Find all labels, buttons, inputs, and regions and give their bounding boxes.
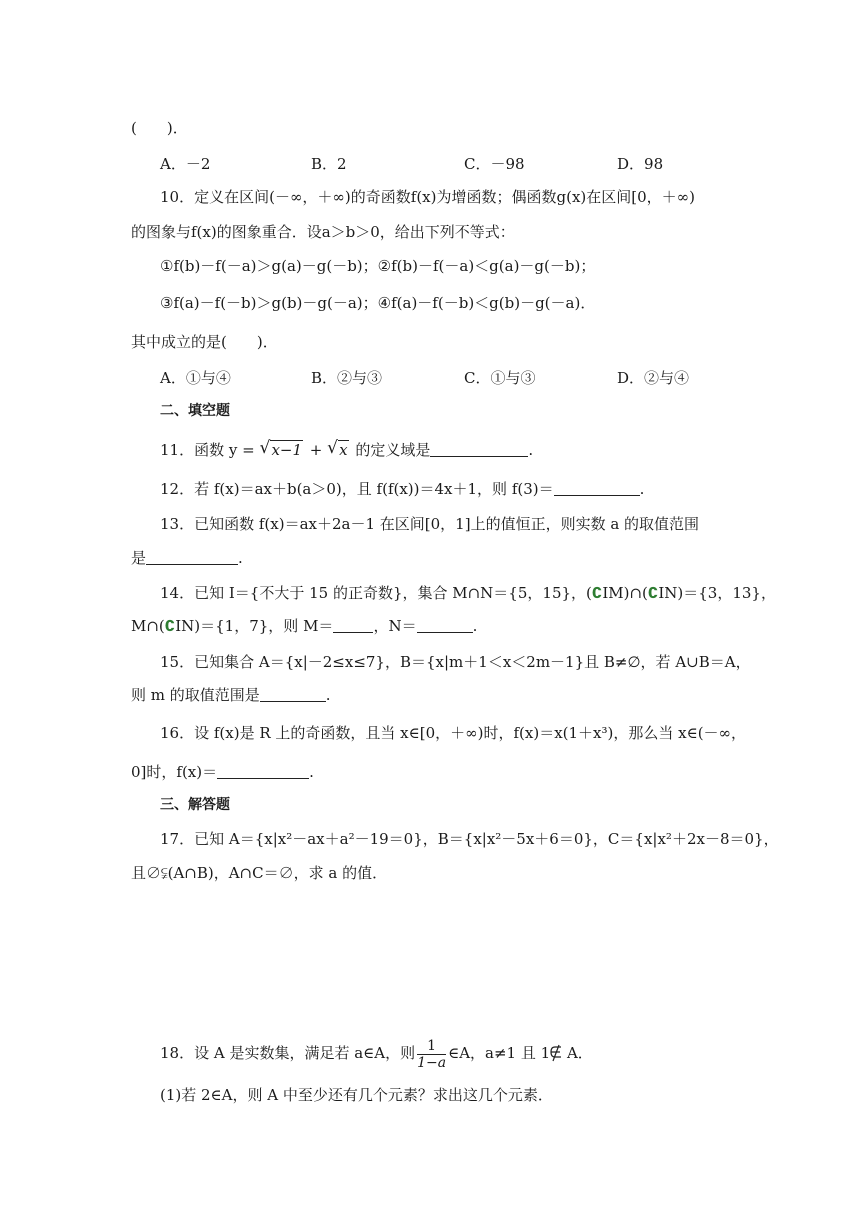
sqrt-x: √ x bbox=[327, 438, 348, 459]
q12-period: . bbox=[639, 480, 645, 498]
q13-line2 bbox=[131, 548, 243, 568]
q10-option-a: A．①与④ bbox=[160, 369, 231, 387]
q10-option-b: B．②与③ bbox=[311, 369, 383, 387]
q13-period: . bbox=[238, 549, 243, 567]
q9-option-c: C．－98 bbox=[464, 155, 525, 173]
q13-line2-prefix: 是 bbox=[131, 549, 147, 567]
q15-line1: 15．已知集合 A＝{x|－2≤x≤7}，B＝{x|m＋1＜x＜2m－1}且 B≠∅，若 A∪B＝A， bbox=[160, 653, 751, 671]
q14-line1-a: 14．已知 I＝{不大于 15 的正奇数}，集合 M∩N＝{5，15}，( bbox=[160, 584, 592, 602]
q14-line2-b: IN)＝{1，7}，则 M＝ bbox=[175, 617, 334, 635]
q14-line1 bbox=[160, 583, 776, 603]
q14-line2 bbox=[131, 616, 477, 636]
q9-tail: ( )． bbox=[131, 119, 188, 137]
q10-ineq-3-4: ③f(a)－f(－b)＞g(b)－g(－a)；④f(a)－f(－b)＜g(b)－g(－a)． bbox=[160, 294, 596, 312]
q15-answer-blank[interactable] bbox=[260, 685, 326, 702]
q11-suffix: 的定义域是 bbox=[350, 441, 431, 459]
q11-answer-blank[interactable] bbox=[430, 440, 528, 457]
section-heading-fill-in: 二、填空题 bbox=[160, 403, 230, 419]
q13-line1: 13．已知函数 f(x)＝ax＋2a－1 在区间[0，1]上的值恒正，则实数 a 的取值范围 bbox=[160, 515, 700, 533]
fraction-1-over-1-minus-a: $\frac{1}{1-a}$ bbox=[417, 1037, 447, 1071]
q12-text: 12．若 f(x)＝ax＋b(a＞0)，且 f(f(x))＝4x＋1，则 f(3)＝ bbox=[160, 480, 554, 498]
q17-line1: 17．已知 A＝{x|x²－ax＋a²－19＝0}，B＝{x|x²－5x＋6＝0}，C＝{x|x²＋2x－8＝0}， bbox=[160, 830, 779, 848]
q9-option-b: B．2 bbox=[311, 155, 347, 173]
plus-sign: + bbox=[305, 441, 328, 459]
not-element-of-icon bbox=[550, 1044, 562, 1062]
q12-answer-blank[interactable] bbox=[554, 479, 640, 496]
q10-option-d: D．②与④ bbox=[617, 369, 690, 387]
q16-line1: 16．设 f(x)是 R 上的奇函数，且当 x∈[0，＋∞)时，f(x)＝x(1＋x³)，那么当 x∈(－∞， bbox=[160, 724, 747, 742]
q15-line2-prefix: 则 m 的取值范围是 bbox=[131, 686, 260, 704]
q11 bbox=[160, 440, 533, 460]
section-heading-solve: 三、解答题 bbox=[160, 797, 230, 813]
q10-line2: 的图象与f(x)的图象重合．设a＞b＞0，给出下列不等式： bbox=[131, 223, 515, 241]
q14-period: . bbox=[472, 617, 478, 635]
q14-line2-c: ，N＝ bbox=[373, 617, 417, 635]
q17-line2: 且∅⫋(A∩B)，A∩C＝∅，求 a 的值． bbox=[131, 864, 388, 882]
q18-suffix: A． bbox=[562, 1044, 593, 1062]
q14-line1-b: IM)∩( bbox=[602, 584, 648, 602]
complement-symbol: ∁ bbox=[647, 584, 659, 602]
q9-option-d: D．98 bbox=[617, 155, 664, 173]
q10-ineq-1-2: ①f(b)－f(－a)＞g(a)－g(－b)；②f(b)－f(－a)＜g(a)－g(－b)； bbox=[160, 257, 596, 275]
q10-line5: 其中成立的是( )． bbox=[131, 333, 278, 351]
q16-line2-prefix: 0]时，f(x)＝ bbox=[131, 763, 218, 781]
sqrt-x-minus-1: √ x−1 bbox=[259, 438, 303, 459]
complement-symbol: ∁ bbox=[591, 584, 603, 602]
complement-symbol: ∁ bbox=[164, 617, 176, 635]
q9-option-a: A．－2 bbox=[160, 155, 211, 173]
q18-sub1: (1)若 2∈A，则 A 中至少还有几个元素？求出这几个元素． bbox=[160, 1086, 553, 1104]
q11-prefix: 11．函数 y = bbox=[160, 441, 260, 459]
q14-line2-a: M∩( bbox=[131, 617, 165, 635]
q14-m-blank[interactable] bbox=[333, 616, 373, 633]
q14-n-blank[interactable] bbox=[417, 616, 473, 633]
q14-line1-c: IN)＝{3，13}， bbox=[658, 584, 776, 602]
q11-period: . bbox=[528, 441, 534, 459]
q16-line2 bbox=[131, 762, 314, 782]
q18-prefix: 18．设 A 是实数集，满足若 a∈A，则 bbox=[160, 1044, 416, 1062]
q15-line2 bbox=[131, 685, 331, 705]
q15-period: . bbox=[325, 686, 331, 704]
q10-line1: 10．定义在区间(－∞，＋∞)的奇函数f(x)为增函数；偶函数g(x)在区间[0，＋∞) bbox=[160, 188, 696, 206]
q12 bbox=[160, 479, 644, 499]
q16-period: . bbox=[309, 763, 314, 781]
q10-option-c: C．①与③ bbox=[464, 369, 536, 387]
q13-answer-blank[interactable] bbox=[146, 548, 238, 565]
q16-answer-blank[interactable] bbox=[217, 762, 309, 779]
q18-line1 bbox=[160, 1035, 593, 1071]
q18-middle: ∈A，a≠1 且 1 bbox=[448, 1044, 551, 1062]
